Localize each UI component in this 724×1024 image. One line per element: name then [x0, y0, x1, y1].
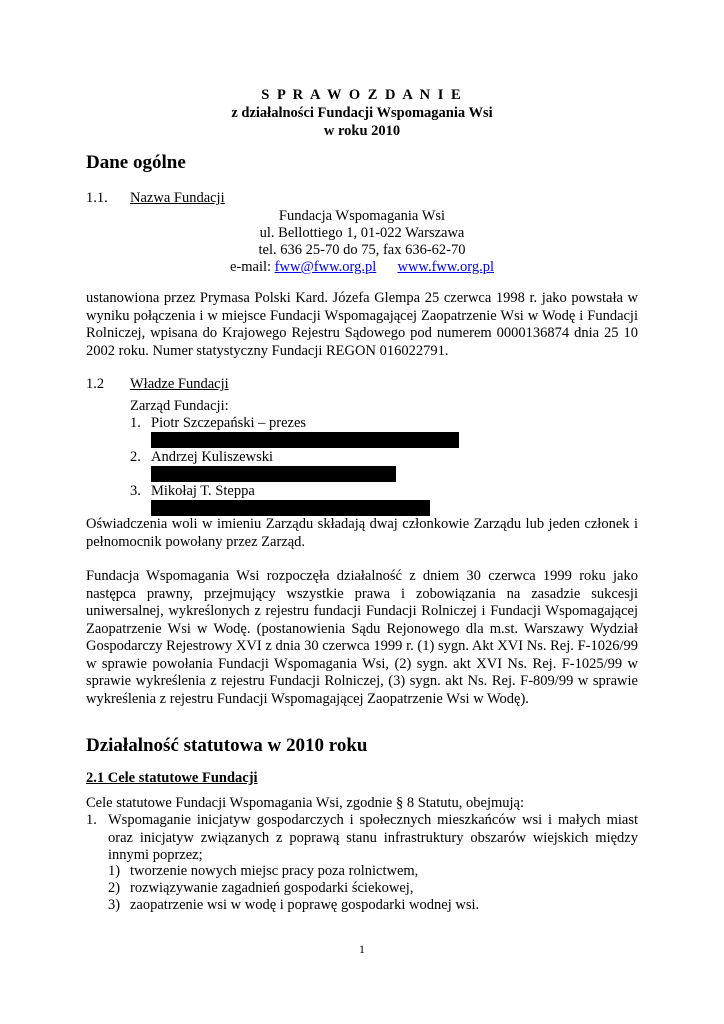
- board-member-num: 2.: [130, 449, 141, 465]
- contact-line: [0, 259, 724, 277]
- goal-text: Wspomaganie inicjatyw gospodarczych i społecznych mieszkańców wsi i małych miast oraz inicjatyw związanych z poprawą stanu infrastruktury obszarów wiejskich między innymi poprzez;: [108, 812, 638, 863]
- subitem-text: tworzenie nowych miejsc pracy poza rolnictwem,: [130, 863, 419, 879]
- board-member-num: 3.: [130, 483, 141, 499]
- website-link[interactable]: www.fww.org.pl: [397, 259, 495, 275]
- board-label: Zarząd Fundacji:: [130, 398, 229, 414]
- email-link[interactable]: fww@fww.org.pl: [274, 259, 377, 275]
- foundation-phone: tel. 636 25-70 do 75, fax 636-62-70: [258, 242, 466, 258]
- report-year: w roku 2010: [323, 123, 401, 139]
- report-title: S P R A W O Z D A N I E: [261, 87, 463, 103]
- foundation-name: Fundacja Wspomagania Wsi: [278, 208, 446, 224]
- section-heading-general: Dane ogólne: [86, 152, 186, 173]
- redaction-bar: [151, 432, 459, 448]
- redaction-bar: [151, 500, 430, 516]
- subitem-number: 1): [108, 863, 121, 879]
- authorities-label: Władze Fundacji: [130, 376, 229, 392]
- board-member-name: Andrzej Kuliszewski: [151, 449, 274, 465]
- redaction-bar: [151, 466, 396, 482]
- subitem-number: 3): [108, 897, 121, 913]
- board-member-num: 1.: [130, 415, 141, 431]
- report-subtitle: z działalności Fundacji Wspomagania Wsi: [231, 105, 493, 121]
- subitem-text: rozwiązywanie zagadnień gospodarki ściekowej,: [130, 880, 414, 896]
- foundation-address: ul. Bellottiego 1, 01-022 Warszawa: [259, 225, 465, 241]
- goals-intro: Cele statutowe Fundacji Wspomagania Wsi, zgodnie § 8 Statutu, obejmują:: [86, 795, 525, 811]
- subitem-text: zaopatrzenie wsi w wodę i poprawę gospodarki wodnej wsi.: [130, 897, 480, 913]
- declarations-paragraph: Oświadczenia woli w imieniu Zarządu składają dwaj członkowie Zarządu lub jeden członek i pełnomocnik powołany przez Zarząd.: [86, 516, 638, 550]
- section-heading-statutory: Działalność statutowa w 2010 roku: [86, 735, 368, 756]
- foundation-name-label: Nazwa Fundacji: [130, 190, 225, 206]
- item-number-1-2: 1.2: [86, 376, 105, 392]
- goal-number: 1.: [86, 812, 97, 828]
- history-paragraph: Fundacja Wspomagania Wsi rozpoczęła działalność z dniem 30 czerwca 1999 roku jako następca prawny, przejmujący wszystkie prawa i zobowiązania na zasadzie sukcesji uniwersalnej, wykreślonych z rejestru fundacji Fundacji Rolniczej i Fundacji Wspomagającej Zaopatrzenie Wsi w Wodę. (postanowienia Sądu Rejonowego dla m.st. Warszawy Wydział Gospodarczy Rejestrowy XVI z dnia 30 czerwca 1999 r. (1) sygn. Akt XVI Ns. Rej. F-1026/99 w sprawie powołania Fundacji Wspomagania Wsi, (2) sygn. akt XVI Ns. Rej. F-1025/99 w sprawie wykreślenia z rejestru Fundacji Rolniczej, (3) sygn. akt Ns. Rej. F-809/99 w sprawie wykreślenia z rejestru Fundacji Wspomagającej Zaopatrzenie Wsi w Wodę).: [86, 568, 638, 707]
- page-number: 1: [359, 942, 365, 956]
- founding-paragraph: ustanowiona przez Prymasa Polski Kard. Józefa Glempa 25 czerwca 1998 r. jako powstała w wyniku połączenia i w miejsce Fundacji Wspomagającej Zaopatrzenie Wsi w Wodę i Fundacji Rolniczej, wpisana do Krajowego Rejestru Sądowego pod numerem 0000136874 dnia 25 10 2002 roku. Numer statystyczny Fundacji REGON 016022791.: [86, 290, 638, 359]
- subsection-heading-goals: 2.1 Cele statutowe Fundacji: [86, 770, 258, 786]
- item-number-1-1: 1.1.: [86, 190, 108, 206]
- board-member-name: Piotr Szczepański – prezes: [151, 415, 307, 431]
- subitem-number: 2): [108, 880, 121, 896]
- email-prefix: e-mail:: [229, 259, 272, 275]
- board-member-name: Mikołaj T. Steppa: [151, 483, 255, 499]
